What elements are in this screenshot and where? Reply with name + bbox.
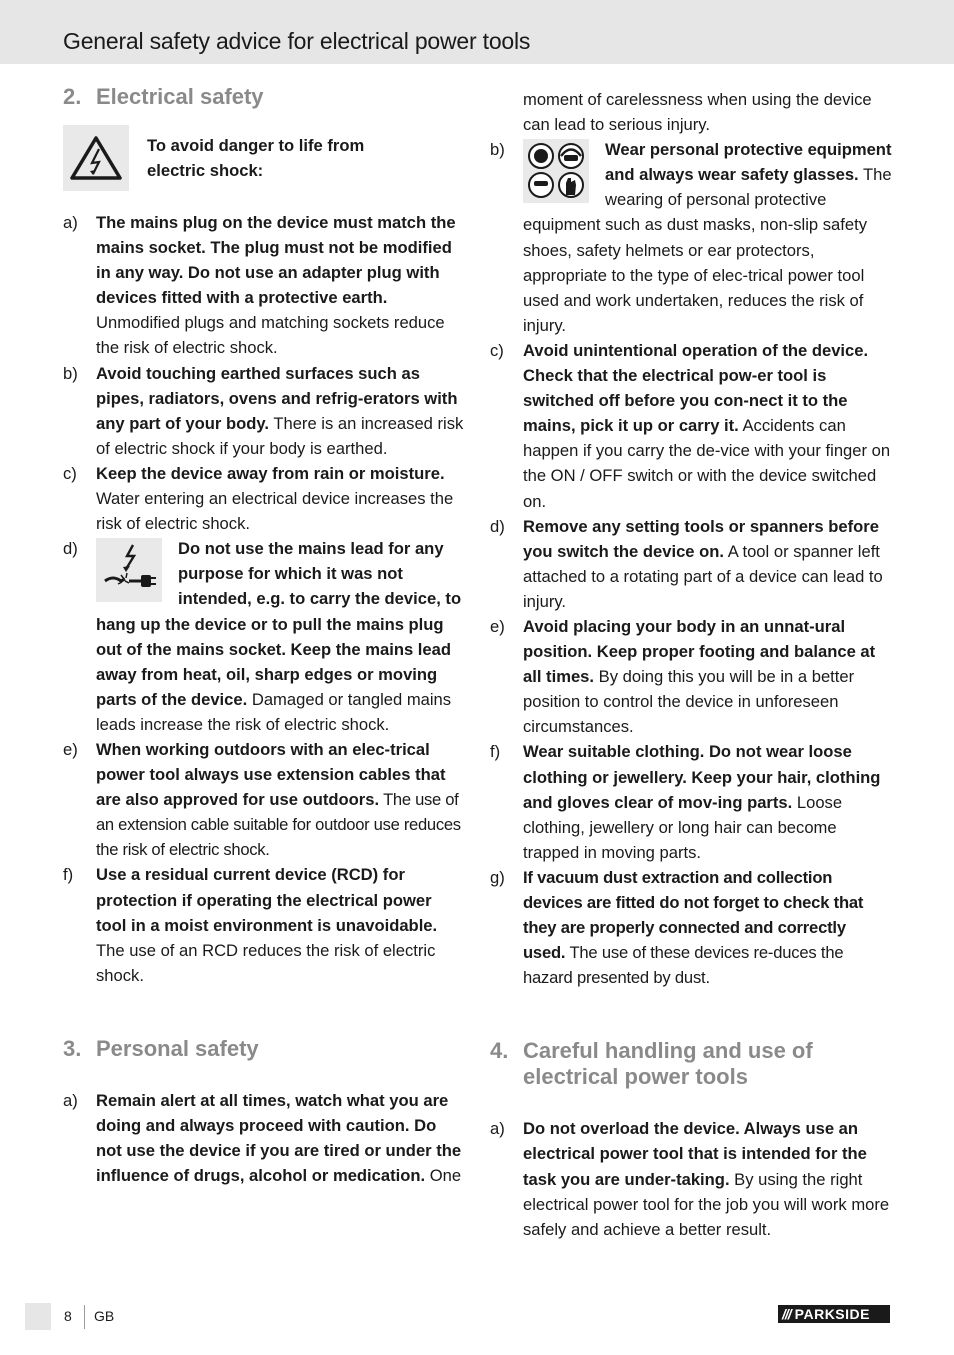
item-text: Damaged or tangled mains leads increase the risk of electric shock. <box>96 689 452 734</box>
page-title: General safety advice for electrical power tools <box>63 28 531 54</box>
list-item <box>490 338 892 514</box>
item-text: One <box>425 1166 462 1186</box>
section-number: 4. <box>490 1038 509 1064</box>
item-body <box>96 862 465 987</box>
item-body <box>523 137 892 338</box>
footer-marker <box>25 1303 51 1330</box>
item-bold-text: Wear personal protective equipment and always wear safety glasses. <box>605 140 892 185</box>
item-text: moment of carelessness when using the device can lead to serious injury. <box>523 90 872 135</box>
list-item <box>63 536 465 737</box>
item-label: d) <box>490 516 505 536</box>
item-label: d) <box>63 539 78 559</box>
list-item <box>490 739 892 864</box>
right-column <box>490 87 892 1242</box>
list-item-continuation <box>490 87 892 137</box>
item-label: b) <box>490 140 505 160</box>
warning-text: To avoid danger to life from electric shock: <box>147 136 365 180</box>
item-body <box>523 1116 892 1241</box>
item-text: Water entering an electrical device increases the risk of electric shock. <box>96 489 454 534</box>
item-text: Unmodified plugs and matching sockets reduce the risk of electric shock. <box>96 313 445 358</box>
section-title: Personal safety <box>96 1035 259 1061</box>
section-number: 3. <box>63 1035 82 1061</box>
language-code: GB <box>94 1308 115 1324</box>
ppe-icon <box>523 139 589 203</box>
item-body <box>96 737 465 862</box>
list-item <box>490 1116 892 1241</box>
item-label: a) <box>490 1119 505 1139</box>
list-item <box>63 1088 465 1188</box>
section-2-heading <box>63 84 465 110</box>
item-body <box>96 1088 465 1188</box>
damaged-cord-icon <box>96 538 162 602</box>
section-title: Careful handling and use of electrical power tools <box>523 1038 813 1090</box>
section-3-heading <box>63 1036 465 1062</box>
item-label: f) <box>490 742 501 762</box>
item-text: The use of an RCD reduces the risk of electric shock. <box>96 940 436 985</box>
list-item <box>490 614 892 739</box>
item-body <box>96 210 465 361</box>
item-bold-text: Do not use the mains lead for any purpose for which it was not intended, e.g. to carry the device, to hang up the device or to pull the mains plug out of the mains socket. Keep the mains lead away from heat, oil, sharp edges or moving parts of the device. <box>96 539 462 709</box>
item-body <box>96 361 465 461</box>
item-label: e) <box>490 616 505 636</box>
item-bold-text: Avoid touching earthed surfaces such as pipes, radiators, ovens and refrig-erators with any part of your body. <box>96 363 458 433</box>
item-text: By using the right electrical power tool for the job you will work more safely and achieve a better result. <box>523 1169 890 1239</box>
list-item <box>490 514 892 614</box>
logo-stripes: /// <box>782 1306 791 1322</box>
item-body <box>523 865 892 990</box>
footer-divider <box>84 1305 85 1329</box>
item-body <box>523 739 892 864</box>
item-text: By doing this you will be in a better position to control the device in unforeseen circumstances. <box>523 667 855 737</box>
section-title: Electrical safety <box>96 84 264 109</box>
item-bold-text: Remove any setting tools or spanners before you switch the device on. <box>523 516 879 561</box>
item-text: The use of these devices re-duces the hazard presented by dust. <box>523 943 844 988</box>
item-text: Loose clothing, jewellery or long hair can become trapped in moving parts. <box>523 792 843 862</box>
warning-box <box>63 125 465 191</box>
item-body <box>523 614 892 739</box>
item-body <box>96 461 465 536</box>
item-bold-text: If vacuum dust extraction and collection devices are fitted do not forget to check that they are properly connected and correctly used. <box>523 867 864 963</box>
page-number: 8 <box>64 1308 72 1324</box>
item-body <box>523 514 892 614</box>
item-bold-text: Wear suitable clothing. Do not wear loose clothing or jewellery. Keep your hair, clothing and gloves clear of mov-ing parts. <box>523 742 881 812</box>
item-label: f) <box>63 865 74 885</box>
item-label: c) <box>63 463 77 483</box>
left-column <box>63 84 465 1188</box>
item-label: b) <box>63 363 78 383</box>
item-text: The use of an extension cable suitable for outdoor use reduces the risk of electric shock. <box>96 790 461 860</box>
item-label: a) <box>63 213 78 232</box>
item-bold-text: Keep the device away from rain or moisture. <box>96 463 445 483</box>
item-bold-text: When working outdoors with an elec-trical power tool always use extension cables that are also approved for use outdoors. <box>96 739 446 810</box>
item-bold-text: Use a residual current device (RCD) for protection if operating the electrical power tool in a moist environment is unavoidable. <box>96 865 438 935</box>
item-text: There is an increased risk of electric shock if your body is earthed. <box>96 413 464 458</box>
list-item <box>63 737 465 862</box>
item-bold-text: Avoid placing your body in an unnat-ural position. Keep proper footing and balance at all times. <box>523 616 876 687</box>
parkside-logo <box>778 1305 890 1323</box>
item-label: a) <box>63 1090 78 1110</box>
list-item <box>63 361 465 461</box>
list-item <box>63 862 465 987</box>
section-number: 2. <box>63 84 82 109</box>
item-label: g) <box>490 867 505 887</box>
item-bold-text: Remain alert at all times, watch what you are doing and always proceed with caution. Do not use the device if you are tired or under the influence of drugs, alcohol or medication. <box>96 1090 462 1186</box>
list-item <box>63 210 465 361</box>
item-label: c) <box>490 340 504 360</box>
item-text: The wearing of personal protective equipment such as dust masks, non-slip safety shoes, safety helmets or ear protectors, appropriate to the type of elec-trical power tool used and work undertaken, reduces the risk of injury. <box>523 165 892 335</box>
item-body <box>523 338 892 514</box>
item-label: e) <box>63 739 78 759</box>
item-bold-text: The mains plug on the device must match the mains socket. The plug must not be modified in any way. Do not use an adapter plug with devices fitted with a protective earth. <box>96 213 456 308</box>
item-text: A tool or spanner left attached to a rotating part of a device can lead to injury. <box>523 541 883 611</box>
section-4-heading <box>490 1038 892 1090</box>
item-bold-text: Avoid unintentional operation of the device. Check that the electrical pow-er tool is switched off before you con-nect it to the mains, pick it up or carry it. <box>523 340 869 436</box>
item-text: Accidents can happen if you carry the de-vice with your finger on the ON / OFF switch or with the device switched on. <box>523 416 891 511</box>
item-body <box>96 536 465 737</box>
list-item <box>490 137 892 338</box>
list-item <box>490 865 892 990</box>
item-bold-text: Do not overload the device. Always use an electrical power tool that is intended for the task you are under-taking. <box>523 1119 867 1189</box>
list-item <box>63 461 465 536</box>
logo-text: PARKSIDE <box>794 1306 870 1322</box>
electric-shock-warning-icon <box>63 125 129 191</box>
